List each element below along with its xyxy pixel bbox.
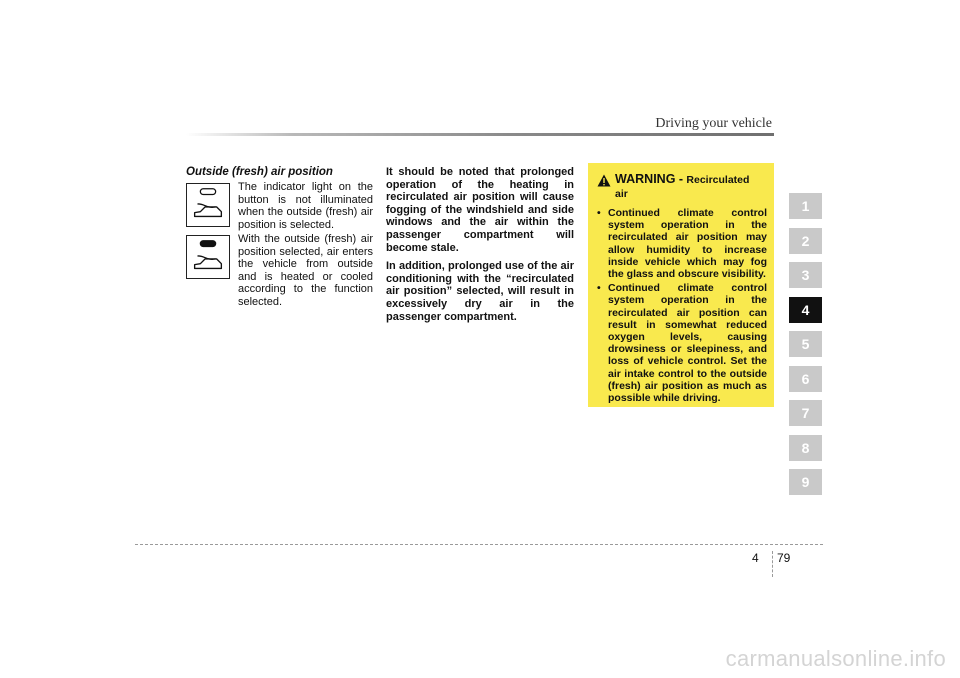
footer-rule [135,544,823,545]
bullet: • [597,282,601,295]
running-header: Driving your vehicle [655,116,772,131]
header-rule [186,133,774,136]
chapter-tab-4[interactable]: 4 [789,297,822,323]
warning-item [594,207,767,280]
recirculation-note [386,166,574,329]
chapter-tab-7[interactable]: 7 [789,400,822,426]
warning-subject: Recirculated air [615,174,750,200]
warning-box [588,163,774,407]
indicator-on-paragraph: With the outside (fresh) air position selected, air enters the vehicle from outside and is heated or cooled according to the function selected. [238,233,373,308]
warning-label: WARNING - [615,172,684,186]
recirculation-paragraph-2: In addition, prolonged use of the air conditioning with the “recirculated air position” selected, will result in excessively dry air in the passenger compartment. [386,260,574,323]
chapter-tabs [789,193,822,504]
footer-chapter-number: 4 [752,551,759,565]
bullet: • [597,207,601,219]
chapter-tab-2[interactable]: 2 [789,228,822,254]
warning-list [594,207,767,404]
recirculation-paragraph-1: It should be noted that prolonged operation of the heating in recirculated air position will cause fogging of the windshield and side windows and the air within the passenger compartment will become stale. [386,166,574,254]
warning-item-text: Continued climate control system operation in the recirculated air position can result in somewhat reduced oxygen levels, causing drowsiness or sleepiness, and loss of vehicle control. Set the air intake control to the outside (fresh) air position as much as possible while driving. [608,282,767,405]
footer-separator [772,551,773,577]
warning-item [594,282,767,404]
section-title: Outside (fresh) air position [186,166,333,178]
chapter-tab-3[interactable]: 3 [789,262,822,288]
footer-page-number: 79 [777,551,791,565]
watermark: carmanualsonline.info [725,646,946,671]
fresh-air-indicator-on-icon [186,235,230,279]
chapter-tab-1[interactable]: 1 [789,193,822,219]
indicator-off-paragraph: The indicator light on the button is not illuminated when the outside (fresh) air position is selected. [238,181,373,231]
chapter-tab-8[interactable]: 8 [789,435,822,461]
chapter-tab-9[interactable]: 9 [789,469,822,495]
warning-heading [597,173,767,201]
warning-triangle-icon [597,174,611,187]
chapter-tab-5[interactable]: 5 [789,331,822,357]
chapter-tab-6[interactable]: 6 [789,366,822,392]
fresh-air-indicator-off-icon [186,183,230,227]
warning-item-text: Continued climate control system operation in the recirculated air position may allow humidity to increase inside vehicle which may fog the glass and obscure visibility. [608,207,767,281]
